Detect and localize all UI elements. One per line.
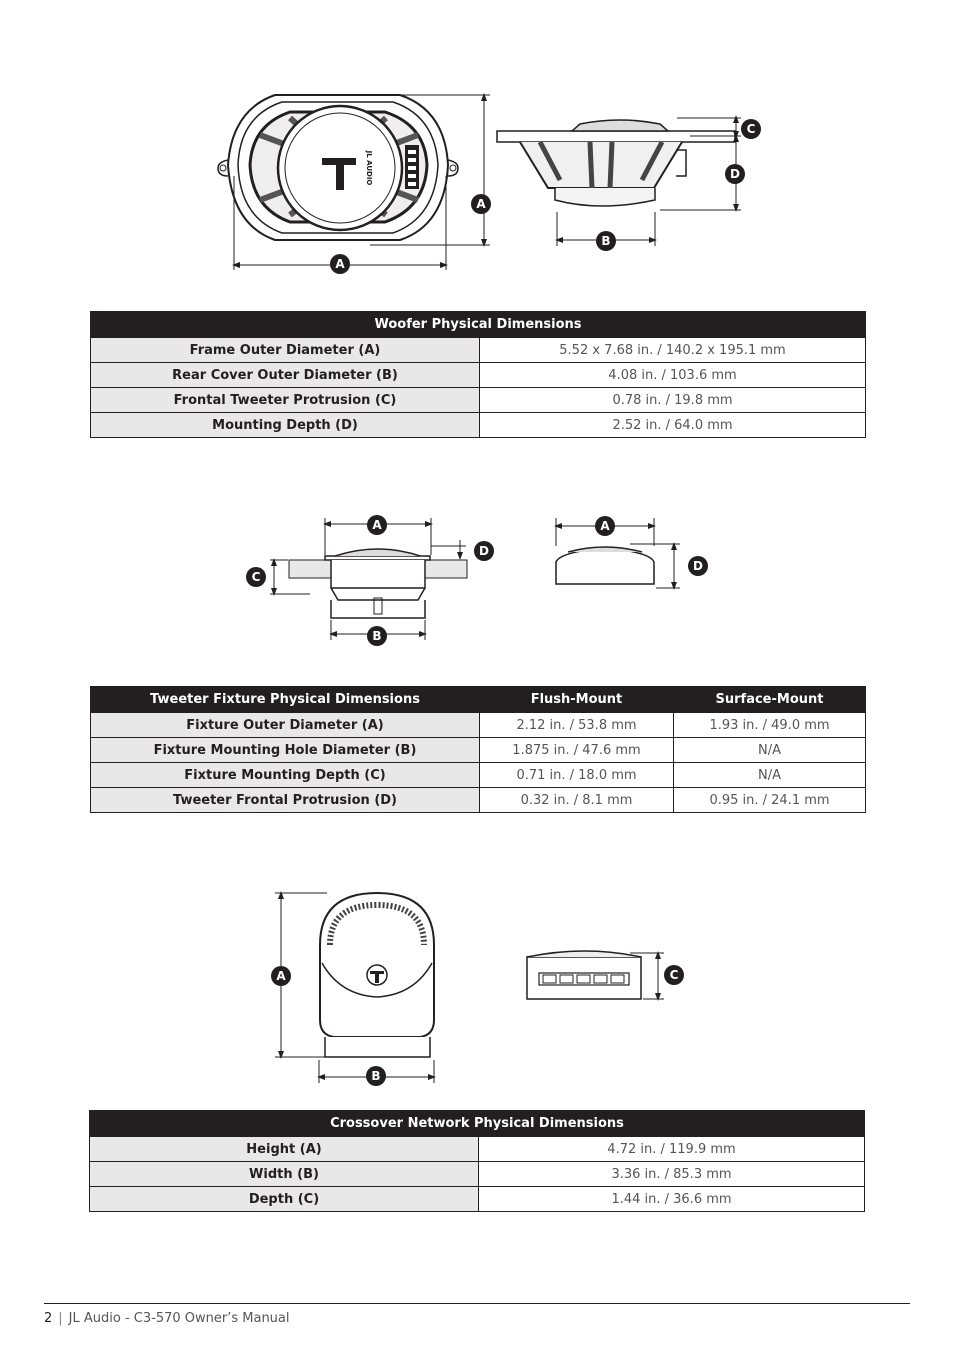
label-a-surface-icon [595, 516, 615, 536]
row-value: 0.78 in. / 19.8 mm [480, 388, 866, 413]
table-row [90, 1137, 865, 1162]
table-row [91, 713, 866, 738]
footer-separator: | [58, 1311, 63, 1326]
label-c-icon [741, 119, 761, 139]
tweeter-dimensions-table [90, 686, 866, 813]
label-b-icon [596, 231, 616, 251]
label-b-flush-icon [367, 626, 387, 646]
row-label: Height (A) [90, 1137, 479, 1162]
row-surface-value: 0.95 in. / 24.1 mm [674, 788, 866, 813]
svg-text:A: A [335, 257, 345, 271]
label-c-flush-icon [246, 567, 266, 587]
label-a-width-icon [330, 254, 350, 274]
tweeter-table-header: Tweeter Fixture Physical Dimensions [91, 687, 480, 713]
woofer-dimension-labels [0, 0, 954, 300]
label-c-crossover-icon [664, 965, 684, 985]
label-a-height-icon [471, 194, 491, 214]
row-value: 3.36 in. / 85.3 mm [479, 1162, 865, 1187]
svg-text:B: B [601, 234, 611, 248]
woofer-logo-text: JL AUDIO [365, 150, 373, 186]
crossover-table-header: Crossover Network Physical Dimensions [90, 1111, 865, 1137]
row-flush-value: 1.875 in. / 47.6 mm [480, 738, 674, 763]
table-row [91, 388, 866, 413]
svg-text:A: A [372, 518, 382, 532]
row-value: 4.08 in. / 103.6 mm [480, 363, 866, 388]
row-label: Mounting Depth (D) [91, 413, 480, 438]
table-row [90, 1187, 865, 1212]
row-label: Fixture Outer Diameter (A) [91, 713, 480, 738]
table-row [91, 788, 866, 813]
svg-text:D: D [693, 559, 703, 573]
row-value: 4.72 in. / 119.9 mm [479, 1137, 865, 1162]
row-surface-value: N/A [674, 763, 866, 788]
svg-text:A: A [600, 519, 610, 533]
surface-mount-header: Surface-Mount [674, 687, 866, 713]
row-label: Depth (C) [90, 1187, 479, 1212]
label-d-icon [725, 164, 745, 184]
label-a-crossover-icon [271, 966, 291, 986]
document-title: JL Audio - C3-570 Owner’s Manual [68, 1311, 290, 1326]
row-label: Rear Cover Outer Diameter (B) [91, 363, 480, 388]
row-value: 1.44 in. / 36.6 mm [479, 1187, 865, 1212]
table-row [91, 363, 866, 388]
label-d-surface-icon [688, 556, 708, 576]
label-a-flush-icon [367, 515, 387, 535]
flush-mount-header: Flush-Mount [480, 687, 674, 713]
row-label: Width (B) [90, 1162, 479, 1187]
page-number: 2 [44, 1311, 53, 1326]
svg-text:D: D [730, 167, 740, 181]
svg-text:A: A [476, 197, 486, 211]
table-row [91, 763, 866, 788]
svg-text:B: B [372, 629, 382, 643]
row-label: Frame Outer Diameter (A) [91, 338, 480, 363]
table-row [91, 738, 866, 763]
row-label: Tweeter Frontal Protrusion (D) [91, 788, 480, 813]
row-surface-value: N/A [674, 738, 866, 763]
row-label: Fixture Mounting Depth (C) [91, 763, 480, 788]
table-row [91, 338, 866, 363]
row-flush-value: 2.12 in. / 53.8 mm [480, 713, 674, 738]
row-value: 2.52 in. / 64.0 mm [480, 413, 866, 438]
table-row [90, 1162, 865, 1187]
row-flush-value: 0.71 in. / 18.0 mm [480, 763, 674, 788]
svg-text:A: A [276, 969, 286, 983]
footer-divider [44, 1303, 910, 1304]
row-flush-value: 0.32 in. / 8.1 mm [480, 788, 674, 813]
page-footer [44, 1311, 290, 1326]
svg-text:C: C [251, 570, 261, 584]
svg-text:C: C [669, 968, 679, 982]
crossover-dimensions-table [89, 1110, 865, 1212]
row-surface-value: 1.93 in. / 49.0 mm [674, 713, 866, 738]
woofer-dimensions-table [90, 311, 866, 438]
crossover-diagram [0, 885, 954, 1095]
label-b-crossover-icon [366, 1066, 386, 1086]
label-d-flush-icon [474, 541, 494, 561]
row-value: 5.52 x 7.68 in. / 140.2 x 195.1 mm [480, 338, 866, 363]
row-label: Frontal Tweeter Protrusion (C) [91, 388, 480, 413]
woofer-table-header: Woofer Physical Dimensions [91, 312, 866, 338]
svg-text:B: B [371, 1069, 381, 1083]
table-row [91, 413, 866, 438]
svg-text:C: C [746, 122, 756, 136]
tweeter-diagram [0, 500, 954, 660]
svg-text:D: D [479, 544, 489, 558]
row-label: Fixture Mounting Hole Diameter (B) [91, 738, 480, 763]
